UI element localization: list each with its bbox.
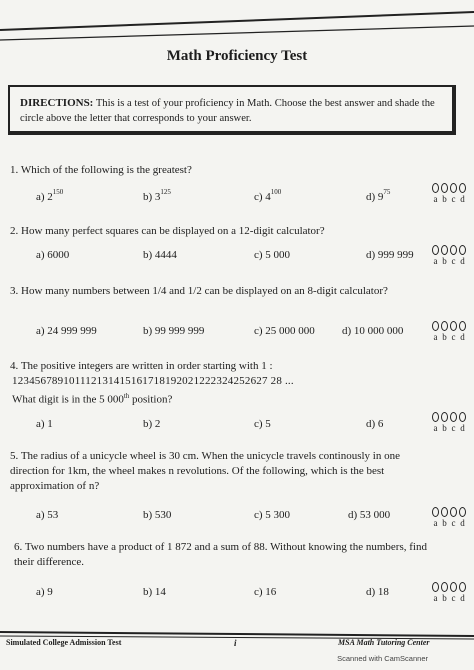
option-c: c) 5 300 [254,509,291,521]
bubble-a[interactable] [432,507,439,517]
top-rules [0,0,474,50]
footer-rules [0,620,474,640]
bubble-b[interactable] [441,582,448,592]
question-2 [10,224,430,239]
bubble-c[interactable] [450,245,457,255]
option-b: b) 99 999 999 [143,325,205,337]
option-d: d) 18 [366,586,389,598]
options-1 [0,188,474,203]
bubble-a[interactable] [432,183,439,193]
option-b: b) 4444 [143,249,177,261]
answer-bubbles-5: a b c d [432,507,472,528]
question-text-line3-end: position? [129,393,173,406]
question-number: 4. [10,360,19,372]
answer-bubbles-2: a b c d [432,245,472,266]
option-b: b) $3^{125}$ [143,188,171,203]
question-3 [10,284,430,299]
bubble-a[interactable] [432,245,439,255]
option-a: a) 24 999 999 [36,325,97,337]
option-c: c) 25 000 000 [254,325,315,337]
digit-sequence: 123456789101112131415161718192021222324252627 28 ... [12,375,294,387]
question-6 [14,540,434,570]
bubble-d[interactable] [459,412,466,422]
answer-bubbles-6: a b c d [432,582,472,603]
bubble-b[interactable] [441,412,448,422]
bubble-c[interactable] [450,412,457,422]
answer-bubbles-1: a b c d [432,183,472,204]
question-text: The positive integers are written in order starting with 1 : [20,360,273,372]
option-d: d) 10 000 000 [342,325,404,337]
question-number: 5. [10,450,19,462]
options-2 [0,249,474,264]
question-text: How many numbers between 1/4 and 1/2 can be displayed on an 8-digit calculator? [21,285,388,297]
question-text: The radius of a unicycle wheel is 30 cm. When the unicycle travels continously in one direction for 1km, the wheel makes n revolutions. Of the following, which is the best approximation of n? [10,450,400,492]
option-a: a) 53 [36,509,59,521]
option-b: b) 530 [143,509,172,521]
bubble-d[interactable] [459,245,466,255]
question-number: 2. [10,225,19,237]
option-a: a) $2^{150}$ [36,188,64,203]
answer-bubbles-4: a b c d [432,412,472,433]
page-title: Math Proficiency Test [166,48,308,64]
question-text: Which of the following is the greatest? [20,164,192,176]
options-5 [0,509,474,524]
option-c: c) 16 [254,586,277,598]
directions-label: DIRECTIONS: [20,97,94,109]
directions-box [8,85,456,135]
option-d: d) $9^{75}$ [366,188,391,203]
bubble-a[interactable] [432,582,439,592]
option-a: a) 1 [36,418,53,430]
option-a: a) 9 [36,586,53,598]
question-text: Two numbers have a product of 1 872 and a sum of 88. Without knowing the numbers, find their difference. [14,541,427,568]
ordinal-suffix: th [123,392,130,400]
question-number: 6. [14,541,23,553]
option-b: b) 14 [143,586,166,598]
bubble-b[interactable] [441,321,448,331]
footer-right: MSA Math Tutoring Center [338,638,430,647]
question-5 [10,449,430,494]
options-3 [0,325,474,340]
bubble-c[interactable] [450,507,457,517]
bubble-a[interactable] [432,321,439,331]
question-4 [10,359,430,408]
question-text-line3: What digit is in the 5 000 [12,393,124,406]
bubble-c[interactable] [450,183,457,193]
bubble-d[interactable] [459,507,466,517]
question-text: How many perfect squares can be displayed on a 12-digit calculator? [21,225,325,237]
question-number: 1. [10,164,19,176]
question-1 [10,163,430,178]
answer-bubbles-3: a b c d [432,321,472,342]
bubble-d[interactable] [459,183,466,193]
option-a: a) 6000 [36,249,70,261]
option-b: b) 2 [143,418,161,430]
bubble-d[interactable] [459,321,466,331]
option-c: c) $4^{100}$ [254,188,282,203]
options-6 [0,586,474,601]
page-number: i [234,638,237,648]
footer-left: Simulated College Admission Test [6,638,122,647]
option-c: c) 5 [254,418,271,430]
option-d: d) 999 999 [366,249,414,261]
bubble-d[interactable] [459,582,466,592]
option-c: c) 5 000 [254,249,291,261]
option-d: d) 6 [366,418,384,430]
bubble-b[interactable] [441,183,448,193]
options-4 [0,418,474,433]
question-number: 3. [10,285,19,297]
bubble-b[interactable] [441,245,448,255]
bubble-a[interactable] [432,412,439,422]
scanner-watermark: Scanned with CamScanner [337,654,428,663]
bubble-c[interactable] [450,582,457,592]
bubble-c[interactable] [450,321,457,331]
bubble-b[interactable] [441,507,448,517]
directions-text: This is a test of your proficiency in Math. Choose the best answer and shade the circle above the letter that corresponds to your answer. [20,98,435,124]
option-d: d) 53 000 [348,509,391,521]
